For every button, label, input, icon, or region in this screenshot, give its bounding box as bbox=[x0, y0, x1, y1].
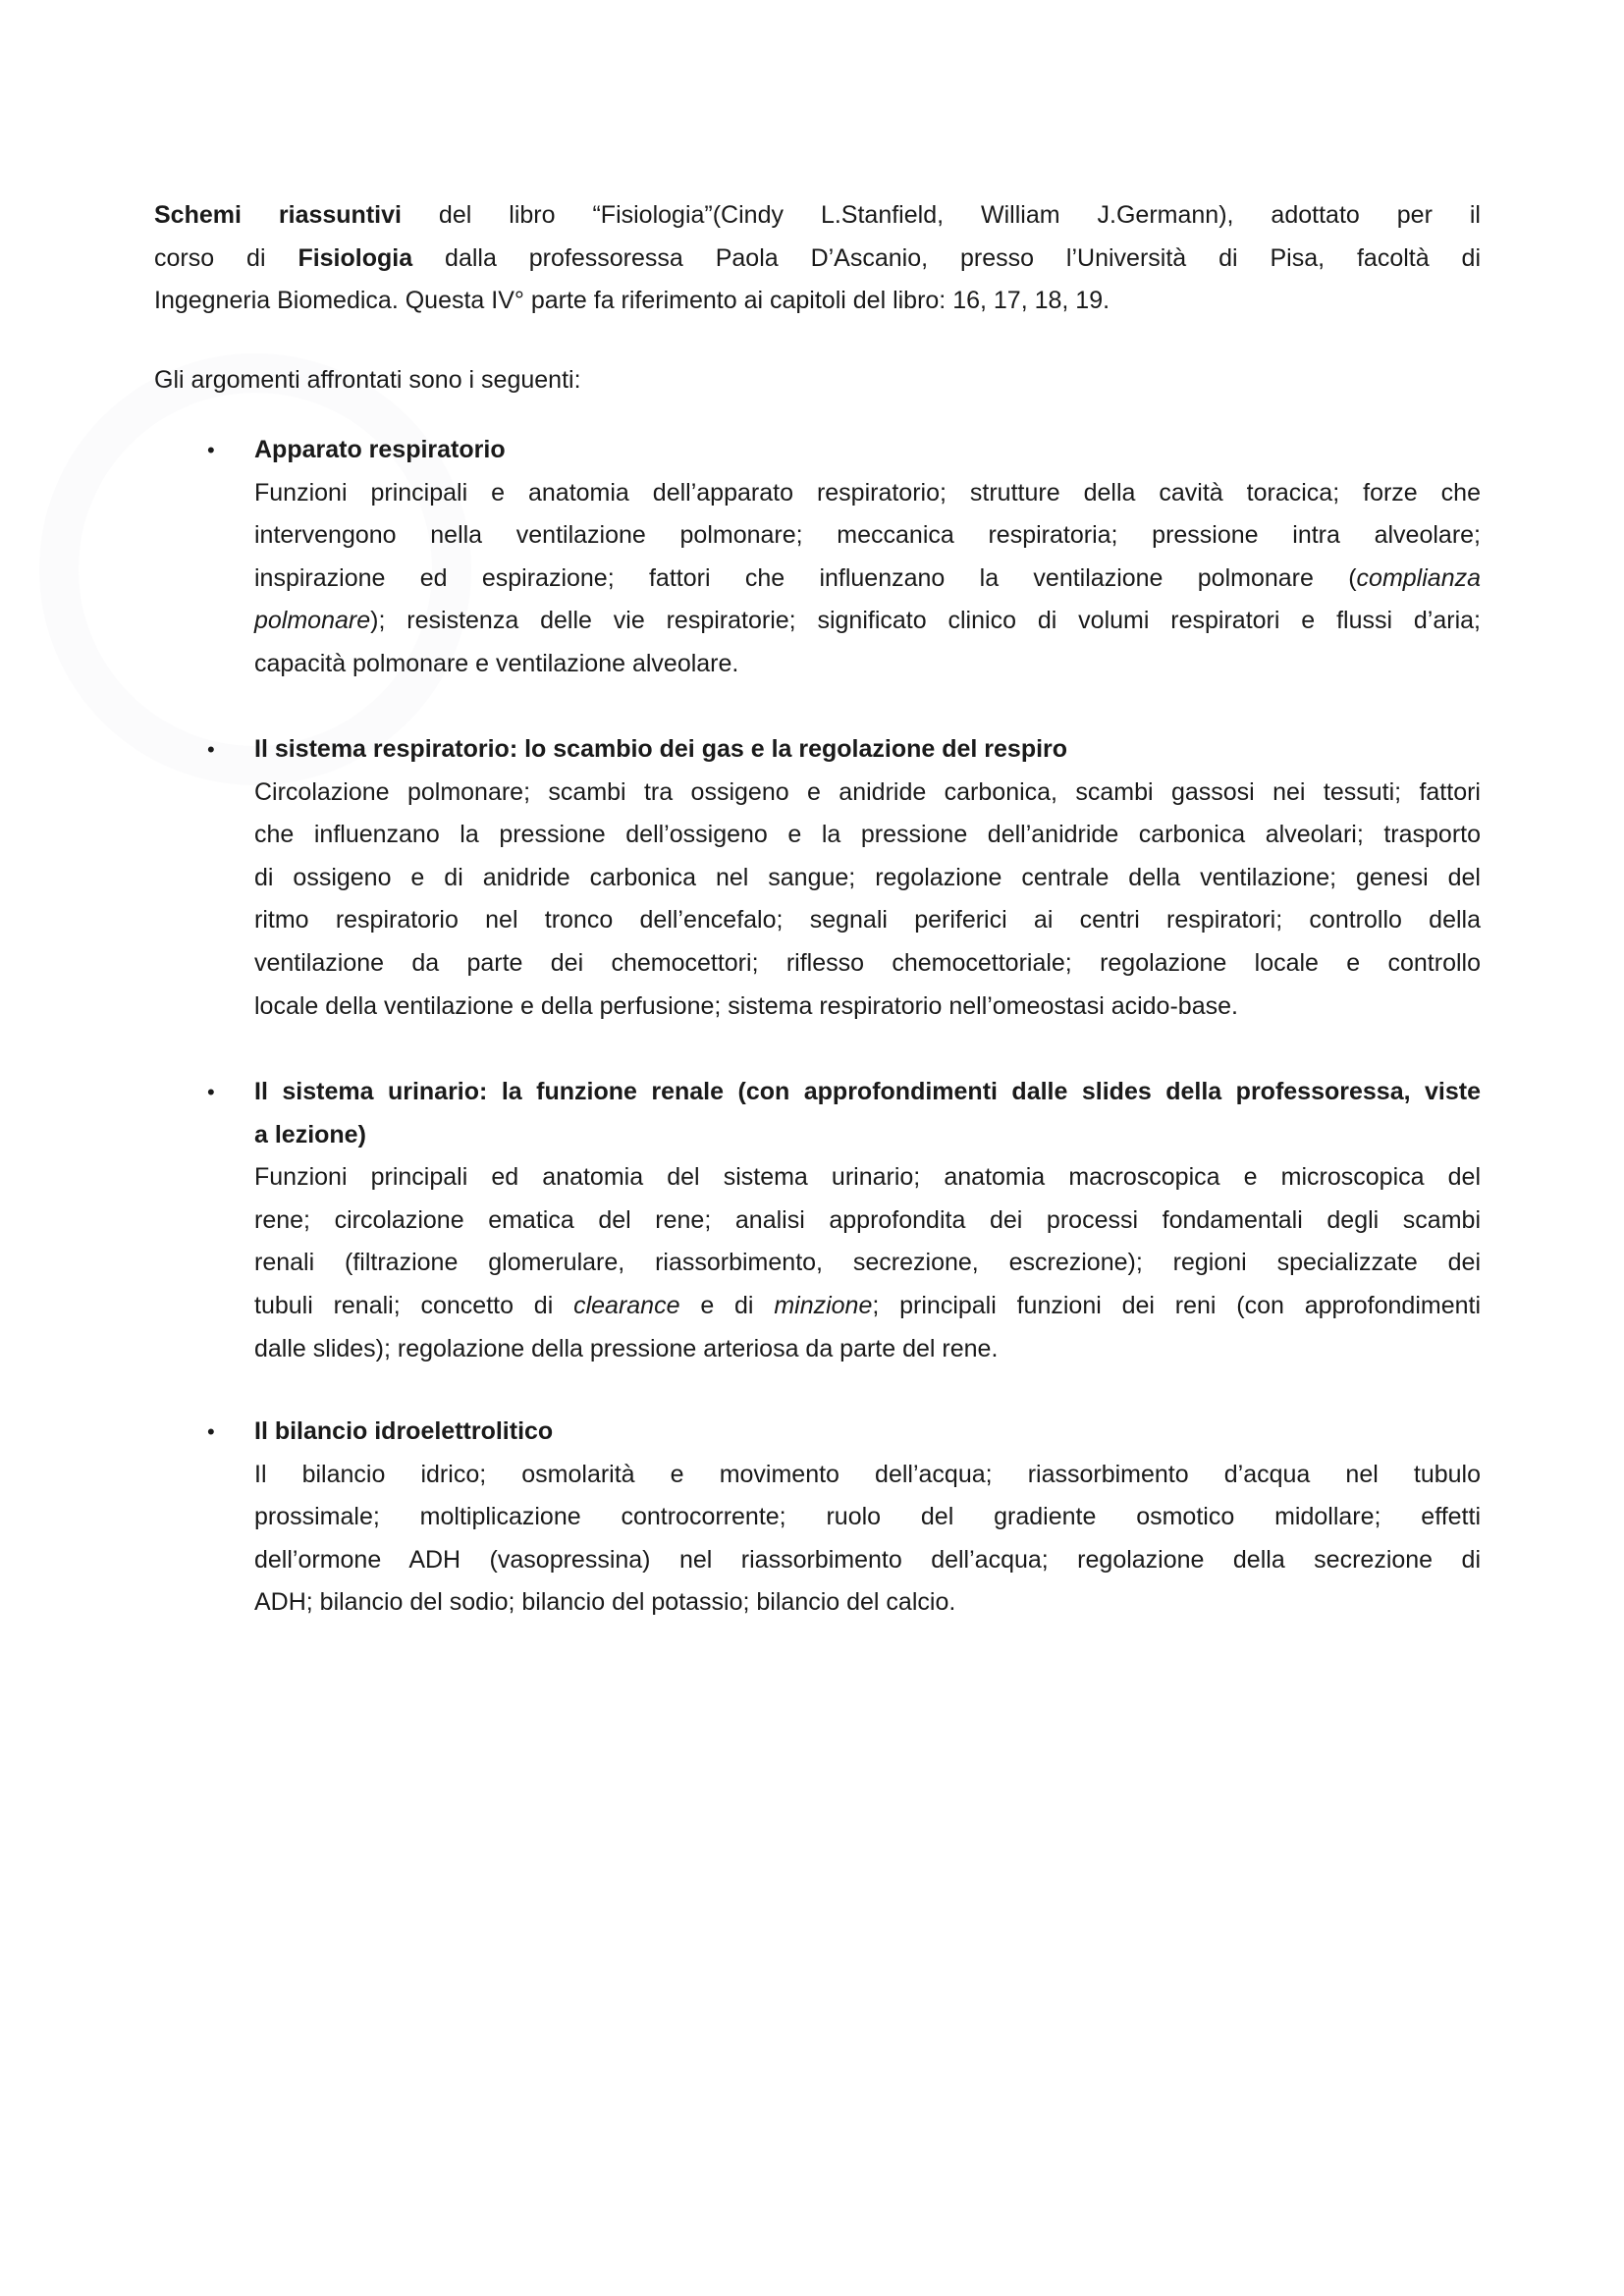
text-segment: ; principali funzioni dei reni (con approfondimenti bbox=[872, 1291, 1482, 1319]
topic-gas-exchange bbox=[207, 728, 1481, 1028]
text-line bbox=[254, 1581, 1481, 1625]
topics-intro-text: Gli argomenti affrontati sono i seguenti: bbox=[154, 366, 581, 394]
text-line bbox=[154, 238, 1481, 281]
bold-text: Il bilancio idroelettrolitico bbox=[254, 1417, 554, 1445]
italic-text: polmonare bbox=[254, 607, 371, 635]
text-line bbox=[154, 194, 1481, 238]
text-line bbox=[254, 1328, 1481, 1371]
text-line bbox=[154, 280, 1481, 323]
text-line bbox=[254, 472, 1481, 515]
text-line bbox=[254, 899, 1481, 942]
text-line bbox=[254, 814, 1481, 857]
italic-text: complianza bbox=[1356, 563, 1481, 592]
text-segment: Funzioni principali e anatomia dell’apparato respiratorio; strutture della cavità toracica; forze che bbox=[254, 478, 1481, 507]
text-segment: Ingegneria Biomedica. Questa IV° parte fa riferimento ai capitoli del libro: 16, 17, 18, 19. bbox=[154, 287, 1110, 315]
text-segment: ); resistenza delle vie respiratorie; significato clinico di volumi respiratori e flussi d’aria; bbox=[370, 607, 1481, 635]
bold-text: a lezione) bbox=[254, 1120, 366, 1148]
text-line bbox=[254, 558, 1481, 601]
text-line bbox=[254, 942, 1481, 986]
text-segment: e di bbox=[679, 1291, 775, 1319]
text-segment: Funzioni principali ed anatomia del sistema urinario; anatomia macroscopica e microscopica del bbox=[254, 1163, 1481, 1192]
text-line bbox=[254, 1539, 1481, 1582]
text-segment: intervengono nella ventilazione polmonare; meccanica respiratoria; pressione intra alveolare; bbox=[254, 521, 1481, 550]
text-segment: ritmo respiratorio nel tronco dell’encefalo; segnali periferici ai centri respiratori; controllo della bbox=[254, 906, 1481, 934]
italic-text: minzione bbox=[774, 1291, 873, 1319]
text-segment: renali (filtrazione glomerulare, riassorbimento, secrezione, escrezione); regioni specializzate dei bbox=[254, 1249, 1481, 1277]
text-line bbox=[254, 643, 1481, 686]
text-segment: inspirazione ed espirazione; fattori che influenzano la ventilazione polmonare ( bbox=[254, 563, 1357, 592]
bold-text: Schemi riassuntivi bbox=[154, 201, 402, 229]
bold-text: Fisiologia bbox=[298, 243, 413, 272]
text-segment: corso di bbox=[154, 243, 298, 272]
text-line bbox=[254, 1200, 1481, 1243]
text-segment: locale della ventilazione e della perfusione; sistema respiratorio nell’omeostasi acido-base. bbox=[254, 991, 1238, 1020]
topic-hydroelectrolytic-balance bbox=[207, 1411, 1481, 1625]
text-segment: Circolazione polmonare; scambi tra ossigeno e anidride carbonica, scambi gassosi nei tessuti; fattori bbox=[254, 777, 1481, 806]
topic-urinary-system bbox=[207, 1071, 1482, 1370]
text-segment: tubuli renali; concetto di bbox=[254, 1291, 574, 1319]
topic-respiratory-apparatus bbox=[207, 429, 1481, 686]
text-segment: ADH; bilancio del sodio; bilancio del potassio; bilancio del calcio. bbox=[254, 1588, 956, 1617]
text-segment: dell’ormone ADH (vasopressina) nel riassorbimento dell’acqua; regolazione della secrezione di bbox=[254, 1545, 1481, 1574]
text-segment: prossimale; moltiplicazione controcorrente; ruolo del gradiente osmotico midollare; effetti bbox=[254, 1503, 1481, 1531]
topics-intro bbox=[154, 359, 1481, 402]
text-line bbox=[254, 1242, 1481, 1285]
text-segment: rene; circolazione ematica del rene; analisi approfondita dei processi fondamentali degli scambi bbox=[254, 1205, 1481, 1234]
text-line bbox=[254, 1285, 1481, 1328]
text-line bbox=[254, 600, 1481, 643]
topic-heading-line bbox=[254, 1114, 1481, 1157]
text-line bbox=[254, 772, 1481, 815]
text-line bbox=[254, 514, 1481, 558]
topic-heading-line bbox=[254, 429, 1481, 472]
bullet-icon: • bbox=[207, 737, 215, 762]
text-segment: Il bilancio idrico; osmolarità e movimento dell’acqua; riassorbimento d’acqua nel tubulo bbox=[254, 1460, 1481, 1488]
text-segment: che influenzano la pressione dell’ossigeno e la pressione dell’anidride carbonica alveolari; trasporto bbox=[254, 821, 1481, 849]
bullet-icon: • bbox=[207, 1080, 215, 1104]
text-segment: dalla professoressa Paola D’Ascanio, presso l’Università di Pisa, facoltà di bbox=[412, 243, 1481, 272]
bold-text: Apparato respiratorio bbox=[254, 436, 506, 463]
intro-paragraph bbox=[154, 194, 1481, 323]
text-segment: dalle slides); regolazione della pressione arteriosa da parte del rene. bbox=[254, 1334, 999, 1362]
text-segment: del libro “Fisiologia”(Cindy L.Stanfield, William J.Germann), adottato per il bbox=[401, 201, 1481, 229]
bullet-icon: • bbox=[207, 438, 215, 462]
topic-heading-line bbox=[254, 1071, 1481, 1114]
bullet-icon: • bbox=[207, 1419, 215, 1444]
text-line bbox=[254, 1156, 1481, 1200]
bold-text: Il sistema respiratorio: lo scambio dei gas e la regolazione del respiro bbox=[254, 735, 1068, 763]
text-line bbox=[254, 1496, 1481, 1539]
topic-heading-line bbox=[254, 1411, 1481, 1454]
topic-heading-line bbox=[254, 728, 1481, 772]
text-line bbox=[254, 1454, 1481, 1497]
text-segment: di ossigeno e di anidride carbonica nel sangue; regolazione centrale della ventilazione; genesi del bbox=[254, 863, 1481, 891]
text-segment: ventilazione da parte dei chemocettori; riflesso chemocettoriale; regolazione locale e controllo bbox=[254, 948, 1481, 977]
text-line bbox=[254, 857, 1481, 900]
text-segment: capacità polmonare e ventilazione alveolare. bbox=[254, 649, 739, 677]
italic-text: clearance bbox=[573, 1291, 680, 1319]
bold-text: Il sistema urinario: la funzione renale (con approfondimenti dalle slides della professoressa, viste bbox=[254, 1078, 1481, 1105]
text-line bbox=[254, 986, 1481, 1029]
